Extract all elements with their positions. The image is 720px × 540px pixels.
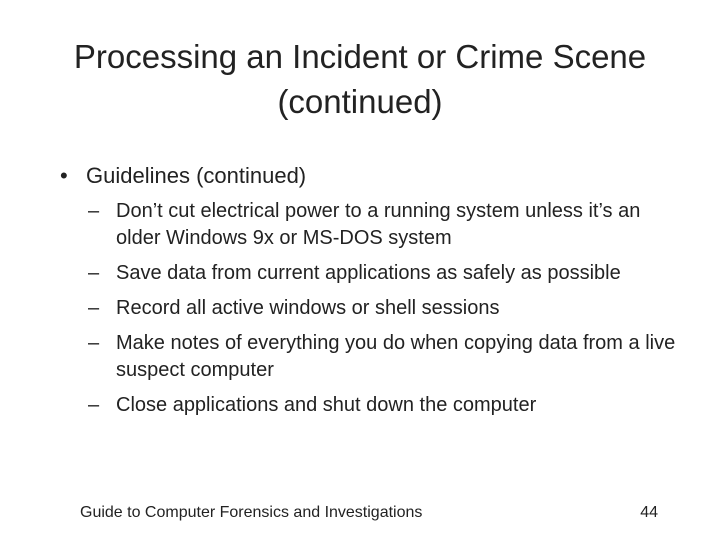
guideline-item	[88, 330, 678, 384]
slide-title-line-2: (continued)	[277, 83, 443, 120]
dash-marker: –	[88, 262, 100, 284]
guideline-text: Close applications and shut down the computer	[116, 394, 537, 416]
dash-marker: –	[88, 200, 100, 222]
guideline-text: Don’t cut electrical power to a running system unless it’s an older Windows 9x or MS-DOS system	[116, 200, 641, 249]
guideline-text: Make notes of everything you do when copying data from a live suspect computer	[116, 332, 676, 381]
guideline-item	[88, 198, 678, 252]
guideline-item	[88, 260, 678, 287]
slide-title	[30, 34, 690, 124]
footer-text: Guide to Computer Forensics and Investigations	[80, 504, 423, 521]
guideline-item	[88, 295, 678, 322]
guideline-text: Record all active windows or shell sessions	[116, 297, 500, 319]
page-number: 44	[640, 504, 658, 521]
bullet-marker: •	[60, 163, 68, 188]
guideline-text: Save data from current applications as safely as possible	[116, 262, 621, 284]
guidelines-sublist	[88, 198, 678, 419]
dash-marker: –	[88, 297, 100, 319]
main-bullet-text: Guidelines (continued)	[86, 163, 307, 188]
slide-content	[58, 160, 678, 427]
dash-marker: –	[88, 394, 100, 416]
dash-marker: –	[88, 332, 100, 354]
slide-title-line-1: Processing an Incident or Crime Scene	[73, 38, 647, 75]
main-bullet	[58, 160, 678, 192]
guideline-item	[88, 392, 678, 419]
